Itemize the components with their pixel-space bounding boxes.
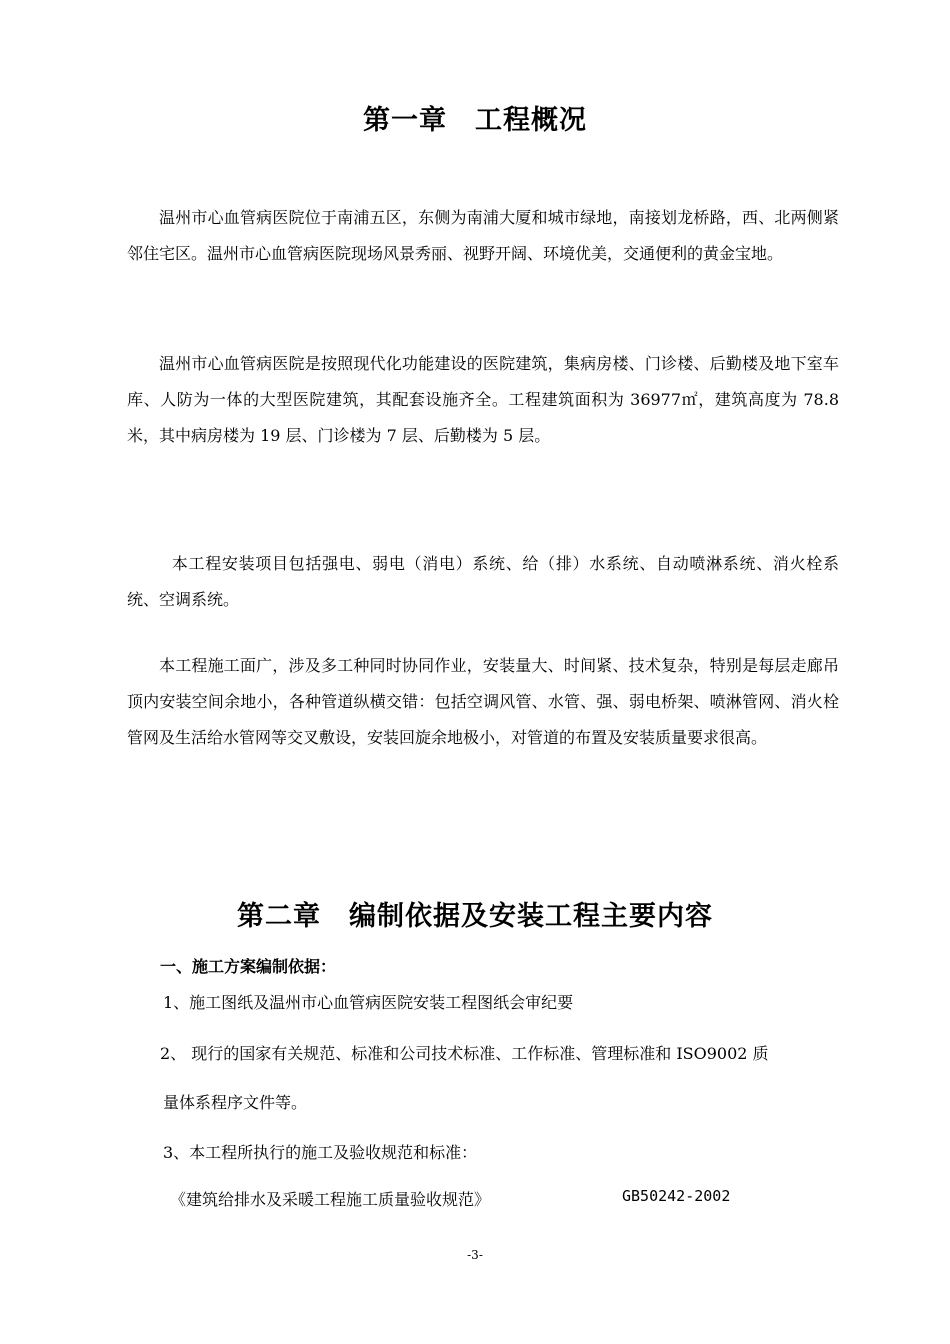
chapter-1-paragraph-1: 温州市心血管病医院位于南浦五区，东侧为南浦大厦和城市绿地，南接划龙桥路，西、北两侧紧邻住宅区。温州市心血管病医院现场风景秀丽、视野开阔、环境优美，交通便利的黄金宝地。 [127, 208, 839, 263]
chapter-1-paragraph-4: 本工程施工面广，涉及多工种同时协同作业，安装量大、时间紧、技术复杂，特别是每层走廊吊顶内安装空间余地小，各种管道纵横交错：包括空调风管、水管、强、弱电桥架、喷淋管网、消火栓管网及生活给水管网等交叉敷设，安装回旋余地极小，对管道的布置及安装质量要求很高。 [127, 656, 839, 747]
chapter-1-paragraph-2: 温州市心血管病医院是按照现代化功能建设的医院建筑，集病房楼、门诊楼、后勤楼及地下室车库、人防为一体的大型医院建筑，其配套设施齐全。工程建筑面积为 36977㎡，建筑高度为 78.8 米，其中病房楼为 19 层、门诊楼为 7 层、后勤楼为 5 层。 [127, 354, 839, 445]
standard-row [170, 1187, 731, 1210]
chapter-1-name: 工程概况 [475, 105, 587, 136]
page-number: -3- [467, 1248, 483, 1262]
basis-item-3: 3、本工程所执行的施工及验收规范和标准： [163, 1143, 478, 1162]
chapter-1-number: 第一章 [363, 105, 447, 136]
basis-item-2-line-1: 2、 现行的国家有关规范、标准和公司技术标准、工作标准、管理标准和 ISO9002 质 [160, 1044, 769, 1063]
standard-name: 《建筑给排水及采暖工程施工质量验收规范》 [170, 1190, 491, 1209]
chapter-1-paragraph-3: 本工程安装项目包括强电、弱电（消电）系统、给（排）水系统、自动喷淋系统、消火栓系统、空调系统。 [127, 554, 839, 609]
basis-item-2-line-2: 量体系程序文件等。 [163, 1093, 308, 1112]
chapter-1-title [0, 98, 950, 137]
standard-code: GB50242-2002 [622, 1187, 731, 1205]
chapter-2-name: 编制依据及安装工程主要内容 [349, 901, 713, 932]
chapter-2-title [0, 894, 950, 933]
chapter-2-number: 第二章 [237, 901, 321, 932]
basis-item-1: 1、施工图纸及温州市心血管病医院安装工程图纸会审纪要 [163, 993, 574, 1012]
section-1-heading: 一、施工方案编制依据： [160, 957, 337, 976]
